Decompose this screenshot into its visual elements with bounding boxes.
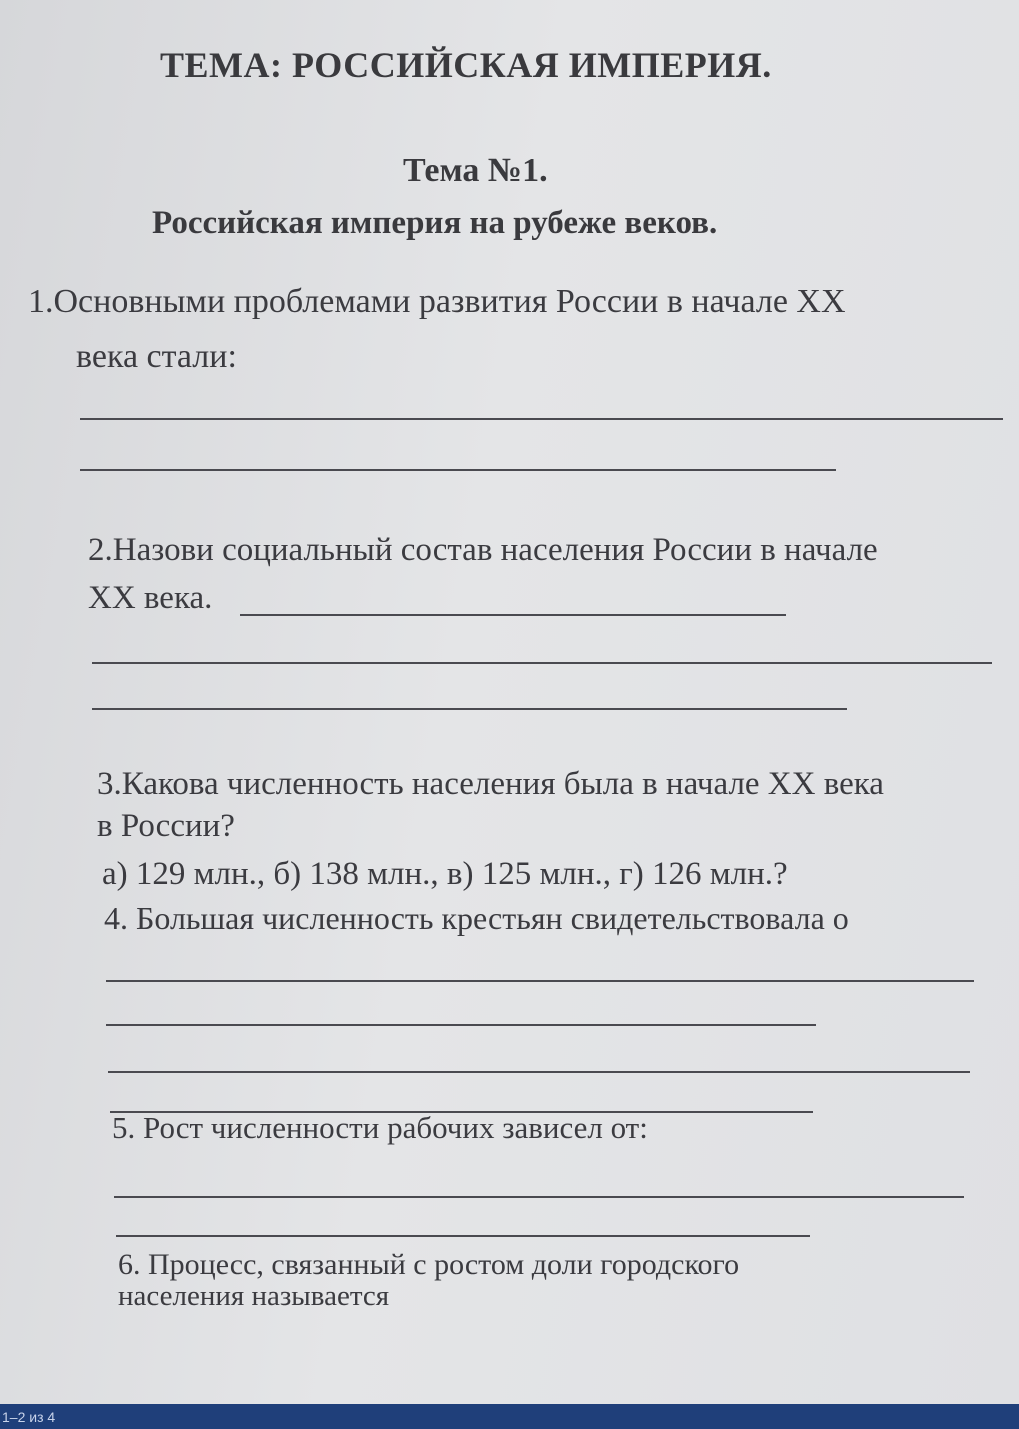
question-3-text-cont: в России? bbox=[97, 808, 235, 844]
answer-line[interactable] bbox=[240, 614, 786, 616]
answer-line[interactable] bbox=[92, 662, 992, 664]
question-6-text-cont: населения называется bbox=[118, 1280, 390, 1312]
question-6-text: 6. Процесс, связанный с ростом доли городского bbox=[118, 1248, 740, 1281]
question-3-text: 3.Какова численность населения была в начале XX века bbox=[97, 766, 884, 802]
worksheet-title: ТЕМА: РОССИЙСКАЯ ИМПЕРИЯ. bbox=[160, 45, 772, 85]
answer-line[interactable] bbox=[108, 1071, 970, 1073]
topic-name: Российская империя на рубеже веков. bbox=[152, 205, 718, 241]
question-2-text-cont: XX века. bbox=[88, 580, 213, 616]
answer-line[interactable] bbox=[116, 1235, 810, 1237]
answer-line[interactable] bbox=[80, 418, 1003, 420]
page-counter: 1–2 из 4 bbox=[2, 1409, 56, 1425]
question-1-text-cont: века стали: bbox=[76, 338, 237, 375]
question-1-text: 1.Основными проблемами развития России в начале XX bbox=[28, 283, 846, 320]
answer-line[interactable] bbox=[106, 980, 974, 982]
answer-line[interactable] bbox=[106, 1024, 816, 1026]
question-2-text: 2.Назови социальный состав населения России в начале bbox=[88, 532, 878, 568]
answer-line[interactable] bbox=[92, 708, 847, 710]
topic-number: Тема №1. bbox=[403, 152, 548, 189]
answer-line[interactable] bbox=[80, 469, 836, 471]
question-4-text: 4. Большая численность крестьян свидетельствовала о bbox=[104, 900, 849, 936]
answer-line[interactable] bbox=[114, 1196, 964, 1198]
question-3-options: а) 129 млн., б) 138 млн., в) 125 млн., г) 126 млн.? bbox=[102, 856, 788, 892]
viewer-status-bar bbox=[0, 1404, 1019, 1429]
question-5-text: 5. Рост численности рабочих зависел от: bbox=[112, 1110, 648, 1145]
